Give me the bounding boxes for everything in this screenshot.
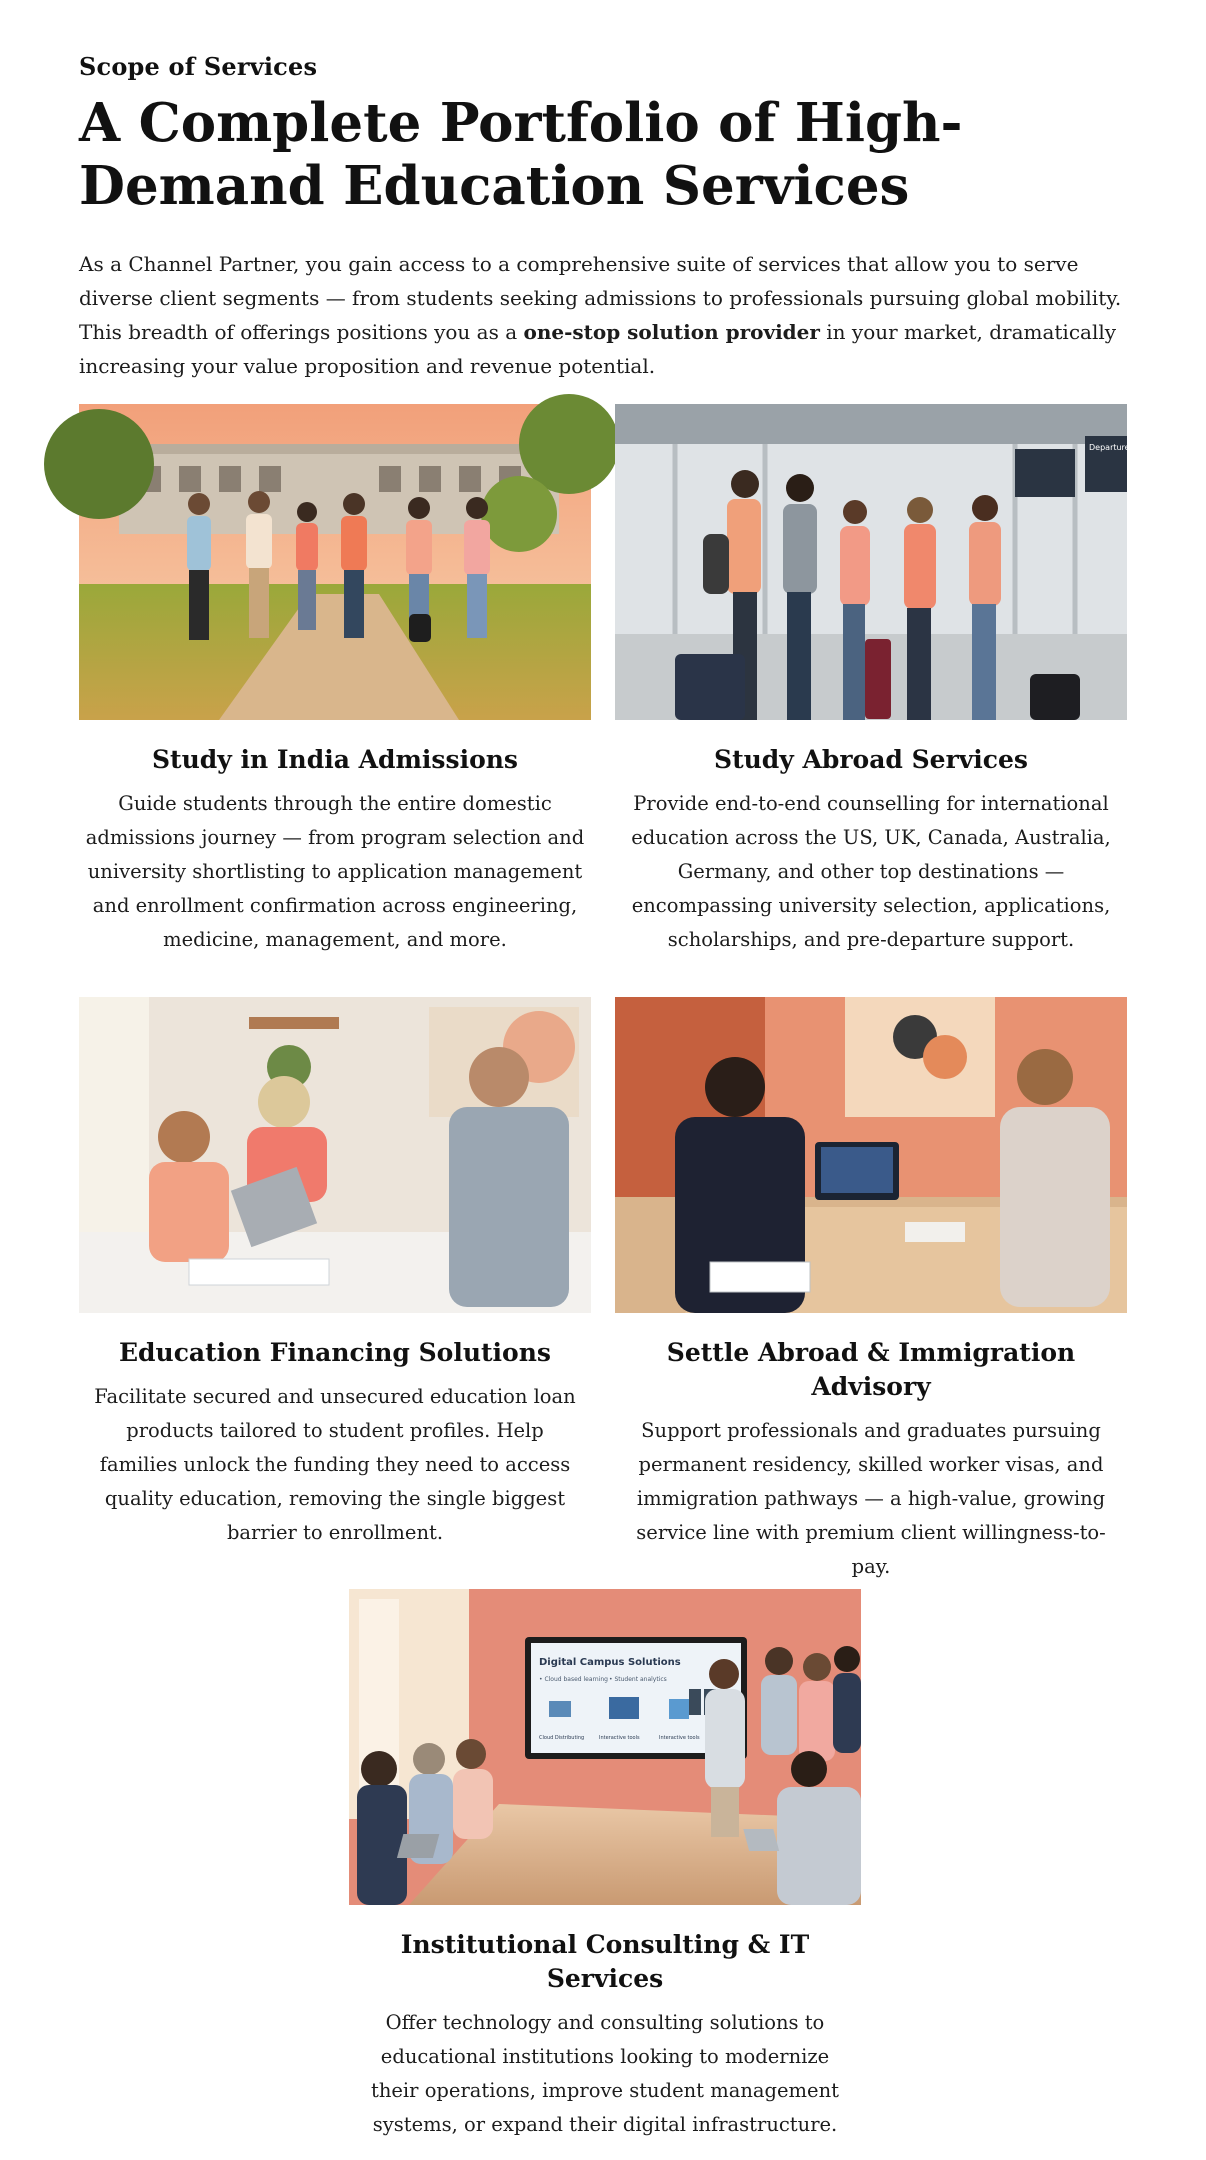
intro-text-end: in your market, dramatically increasing your value proposition and revenue potential. xyxy=(79,320,1117,378)
screen-bullet-1: • Cloud based learning xyxy=(539,1676,608,1683)
service-title: Institutional Consulting & IT Services xyxy=(400,1930,810,1993)
intro-emphasis: one-stop solution provider xyxy=(523,320,820,344)
family-meeting-photo xyxy=(79,997,591,1313)
screen-icon-label-3: Interactive tools xyxy=(659,1735,700,1741)
service-card-study-abroad xyxy=(615,404,1134,957)
screen-bullet-2: • Student analytics xyxy=(609,1676,667,1683)
service-description: Provide end-to-end counselling for international education across the US, UK, Canada, Australia, Germany, and other top destinations — encompassing university selection, applications, scholarships, and pre-departure support. xyxy=(631,792,1111,951)
service-card-study-india xyxy=(79,404,591,957)
screen-title: Digital Campus Solutions xyxy=(539,1657,681,1668)
screen-icon-label-2: Interactive tools xyxy=(599,1735,640,1741)
service-card-immigration-advisory xyxy=(615,997,1127,1584)
service-title: Education Financing Solutions xyxy=(119,1338,551,1367)
service-description: Guide students through the entire domestic admissions journey — from program selection and university shortlisting to application management and enrollment confirmation across engineering, medicine, management, and more. xyxy=(85,792,585,951)
service-title: Settle Abroad & Immigration Advisory xyxy=(666,1338,1076,1401)
departures-sign: Departures xyxy=(1089,443,1134,452)
airport-students-photo xyxy=(615,404,1134,720)
conference-presentation-photo xyxy=(349,1589,861,1905)
service-description: Support professionals and graduates pursuing permanent residency, skilled worker visas, and immigration pathways — a high-value, growing service line with premium client willingness-to-pay. xyxy=(636,1419,1106,1578)
screen-icon-label-1: Cloud Distributing xyxy=(539,1735,585,1741)
advisory-meeting-photo xyxy=(615,997,1127,1313)
service-card-institutional-consulting xyxy=(349,1589,861,2142)
page-headline: A Complete Portfolio of High-Demand Education Services xyxy=(79,92,963,217)
section-eyebrow: Scope of Services xyxy=(79,52,318,81)
intro-text-start: As a Channel Partner, you gain access to a comprehensive suite of services that allow you to serve diverse client segments — from students seeking admissions to professionals pursuing global mobility. This breadth of offerings positions you as a xyxy=(79,252,1122,344)
intro-paragraph xyxy=(79,247,1127,383)
service-description: Offer technology and consulting solutions to educational institutions looking to modernize their operations, improve student management systems, or expand their digital infrastructure. xyxy=(371,2011,839,2136)
service-title: Study Abroad Services xyxy=(714,745,1028,774)
service-title: Study in India Admissions xyxy=(151,745,518,774)
campus-students-photo xyxy=(79,404,591,720)
service-card-education-financing xyxy=(79,997,591,1550)
service-description: Facilitate secured and unsecured education loan products tailored to student profiles. Help families unlock the funding they need to access quality education, removing the single biggest barrier to enrollment. xyxy=(94,1385,576,1544)
